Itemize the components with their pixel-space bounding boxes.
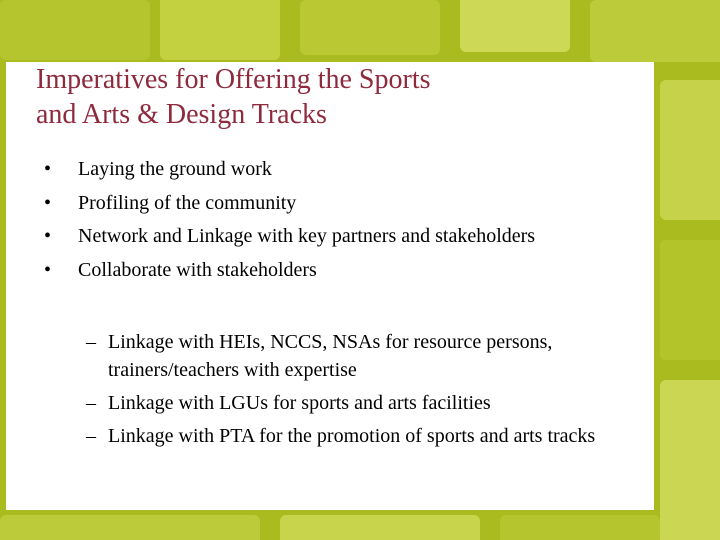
bullet-mark: • xyxy=(44,259,52,282)
dash-mark: – xyxy=(86,425,96,447)
bullet-item xyxy=(44,220,664,254)
bg-tile xyxy=(590,0,720,62)
slide-title-line-2: and Arts & Design Tracks xyxy=(36,99,327,130)
bg-tile xyxy=(280,515,480,540)
bullet-item xyxy=(44,153,664,187)
sub-bullet-text: Linkage with HEIs, NCCS, NSAs for resource persons, trainers/teachers with expertise xyxy=(108,331,553,381)
bg-tile xyxy=(0,515,260,540)
sub-bullet-list xyxy=(86,328,646,455)
bg-tile xyxy=(660,380,720,540)
sub-bullet-item xyxy=(86,422,646,450)
sub-bullet-item xyxy=(86,328,646,384)
bg-tile xyxy=(460,0,570,52)
bullet-list xyxy=(44,153,664,288)
sub-bullet-item xyxy=(86,389,646,417)
sub-bullet-text: Linkage with LGUs for sports and arts facilities xyxy=(108,392,491,414)
bg-tile xyxy=(0,0,150,60)
dash-mark: – xyxy=(86,331,96,353)
bullet-text: Laying the ground work xyxy=(78,158,272,180)
bullet-mark: • xyxy=(44,225,52,248)
bullet-text: Network and Linkage with key partners and stakeholders xyxy=(78,225,536,248)
bullet-text: Profiling of the community xyxy=(78,191,297,214)
bullet-text: Collaborate with stakeholders xyxy=(78,259,317,282)
bg-tile xyxy=(660,80,720,220)
bullet-item xyxy=(44,187,664,221)
bullet-item xyxy=(44,254,664,288)
bg-tile xyxy=(660,240,720,360)
bullet-mark: • xyxy=(44,191,52,214)
slide-title xyxy=(36,62,636,132)
bg-tile xyxy=(160,0,280,60)
bullet-mark: • xyxy=(44,158,52,180)
bg-tile xyxy=(500,515,660,540)
dash-mark: – xyxy=(86,392,96,414)
bg-tile xyxy=(300,0,440,55)
slide-title-line-1: Imperatives for Offering the Sports xyxy=(36,64,431,95)
sub-bullet-text: Linkage with PTA for the promotion of sports and arts tracks xyxy=(108,425,596,447)
